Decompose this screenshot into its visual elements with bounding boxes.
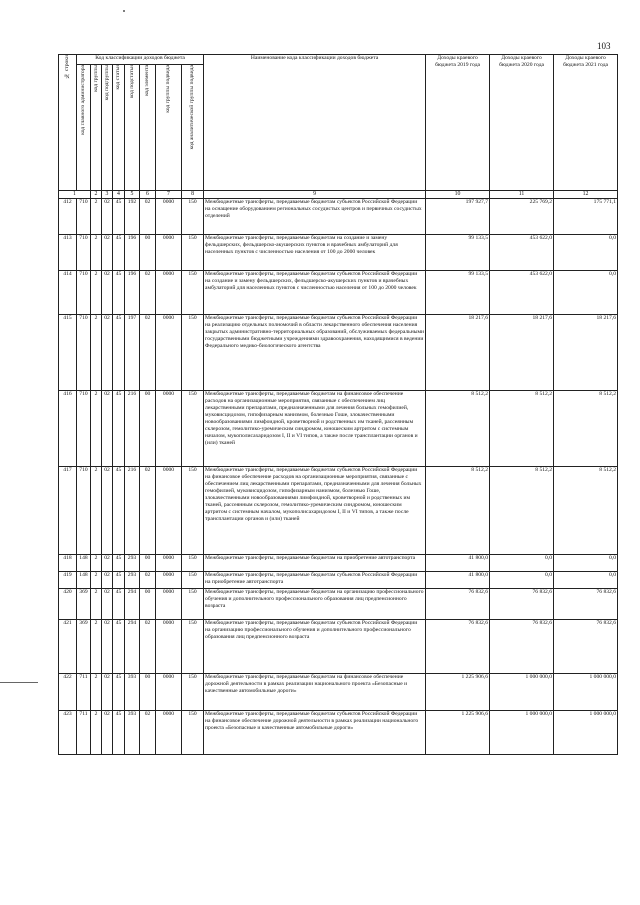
code-cell: 150 <box>182 572 204 589</box>
code-cell: 2 <box>91 589 102 620</box>
code-cell: 710 <box>77 199 91 235</box>
code-cell: 02 <box>140 572 156 589</box>
code-cell: 02 <box>102 467 113 555</box>
code-header: код элемента <box>140 65 156 191</box>
code-cell: 2 <box>91 271 102 315</box>
code-header: код аналитической группы подвида <box>182 65 204 191</box>
code-cell: 710 <box>77 271 91 315</box>
income-2019-cell: 99 133,5 <box>426 235 490 271</box>
column-number: 11 <box>490 191 554 199</box>
name-cell: Межбюджетные трансферты, передаваемые бюджетам субъектов Российской Федерации на оснащение оборудованием региональных сосудистых центров и первичных сосудистых отделений <box>204 199 426 235</box>
code-cell: 02 <box>140 315 156 391</box>
income-2020-cell: 0,0 <box>490 572 554 589</box>
code-cell: 45 <box>113 711 125 755</box>
code-cell: 710 <box>77 391 91 467</box>
income-2019-cell: 41 800,0 <box>426 572 490 589</box>
table-row <box>59 674 618 711</box>
code-cell: 02 <box>102 620 113 674</box>
income-2019-cell: 41 800,0 <box>426 555 490 572</box>
column-number: 12 <box>554 191 618 199</box>
income-2021-cell: 175 771,1 <box>554 199 618 235</box>
code-cell: 00 <box>140 555 156 572</box>
code-cell: 369 <box>77 620 91 674</box>
column-number: 5 <box>125 191 140 199</box>
code-cell: 150 <box>182 199 204 235</box>
income-2020-cell: 1 000 000,0 <box>490 674 554 711</box>
name-cell: Межбюджетные трансферты, передаваемые бюджетам на финансовое обеспечение расходов на организационные мероприятия, связанные с обеспечением лиц лекарственными препаратами, предназначенными для лечения больных гемофилией, муковисцидозом, гипофизарным нанизмом, болезнью Гоше, злокачественными новообразованиями лимфоидной, кроветворной и родственных им тканей, рассеянным склерозом, гемолитико-уремическим синдромом, юношеским артритом с системным началом, мукополисахаридозом I, II и VI типов, а также после трансплантации органов и (или) тканей <box>204 391 426 467</box>
income-2020-cell: 453 622,0 <box>490 271 554 315</box>
name-cell: Межбюджетные трансферты, передаваемые бюджетам на организацию профессионального обучения и дополнительного профессионального образования лиц предпенсионного возраста <box>204 589 426 620</box>
income-2021-cell: 8 512,2 <box>554 391 618 467</box>
code-cell: 711 <box>77 674 91 711</box>
income-2020-cell: 76 832,6 <box>490 620 554 674</box>
income-2019-cell: 76 832,6 <box>426 620 490 674</box>
code-cell: 02 <box>102 711 113 755</box>
code-cell: 00 <box>140 391 156 467</box>
code-cell: 710 <box>77 235 91 271</box>
code-cell: 02 <box>102 589 113 620</box>
table-row <box>59 315 618 391</box>
income-2021-cell: 0,0 <box>554 271 618 315</box>
income-2019-cell: 8 512,2 <box>426 467 490 555</box>
row-number-cell: 419 <box>59 572 77 589</box>
code-header: код группы <box>91 65 102 191</box>
code-cell: 197 <box>125 315 140 391</box>
code-cell: 150 <box>182 711 204 755</box>
page-number: 103 <box>597 41 611 51</box>
code-cell: 196 <box>125 235 140 271</box>
code-cell: 45 <box>113 572 125 589</box>
code-cell: 393 <box>125 674 140 711</box>
code-cell: 45 <box>113 391 125 467</box>
name-cell: Межбюджетные трансферты, передаваемые бюджетам на приобретение автотранспорта <box>204 555 426 572</box>
code-cell: 148 <box>77 555 91 572</box>
income-2021-cell: 1 000 000,0 <box>554 674 618 711</box>
name-cell: Межбюджетные трансферты, передаваемые бюджетам субъектов Российской Федерации на организацию профессионального обучения и дополнительного профессионального образования лиц предпенсионного возраста <box>204 620 426 674</box>
code-cell: 45 <box>113 467 125 555</box>
code-cell: 02 <box>140 199 156 235</box>
code-cell: 45 <box>113 674 125 711</box>
code-cell: 0000 <box>156 711 182 755</box>
code-cell: 02 <box>140 711 156 755</box>
code-cell: 2 <box>91 674 102 711</box>
code-cell: 369 <box>77 589 91 620</box>
code-cell: 45 <box>113 620 125 674</box>
code-cell: 2 <box>91 711 102 755</box>
code-cell: 0000 <box>156 572 182 589</box>
column-number: 3 <box>102 191 113 199</box>
income-2021-cell: 0,0 <box>554 555 618 572</box>
code-cell: 0000 <box>156 315 182 391</box>
code-cell: 150 <box>182 271 204 315</box>
code-cell: 2 <box>91 620 102 674</box>
code-cell: 148 <box>77 572 91 589</box>
code-cell: 2 <box>91 315 102 391</box>
code-cell: 0000 <box>156 589 182 620</box>
code-cell: 45 <box>113 199 125 235</box>
income-2020-cell: 18 217,6 <box>490 315 554 391</box>
name-cell: Межбюджетные трансферты, передаваемые бюджетам на создание и замену фельдшерских, фельдшерско-акушерских пунктов и врачебных амбулаторий для населенных пунктов с численностью населения от 100 до 2000 человек <box>204 235 426 271</box>
code-header: код группы подвида <box>156 65 182 191</box>
code-cell: 00 <box>140 674 156 711</box>
code-header: код главного администратора <box>77 65 91 191</box>
code-cell: 0000 <box>156 620 182 674</box>
code-cell: 150 <box>182 391 204 467</box>
code-cell: 0000 <box>156 235 182 271</box>
income-2019-cell: 1 225 906,6 <box>426 711 490 755</box>
code-cell: 02 <box>140 620 156 674</box>
code-cell: 02 <box>102 391 113 467</box>
income-2021-cell: 8 512,2 <box>554 467 618 555</box>
code-cell: 150 <box>182 235 204 271</box>
classification-group-header: Код классификации доходов бюджета <box>77 55 204 65</box>
income-2021-cell: 1 000 000,0 <box>554 711 618 755</box>
table-row <box>59 589 618 620</box>
row-number-cell: 416 <box>59 391 77 467</box>
column-number: 4 <box>113 191 125 199</box>
income-2019-cell: 197 927,7 <box>426 199 490 235</box>
income-2019-header: Доходы краевого бюджета 2019 года <box>426 55 490 191</box>
income-2021-cell: 0,0 <box>554 235 618 271</box>
code-header: код подгруппы <box>102 65 113 191</box>
code-cell: 02 <box>102 315 113 391</box>
income-2020-cell: 1 000 000,0 <box>490 711 554 755</box>
table-row <box>59 271 618 315</box>
column-number: 6 <box>140 191 156 199</box>
code-cell: 0000 <box>156 199 182 235</box>
name-header: Наименование кода классификации доходов бюджета <box>204 55 426 191</box>
code-cell: 02 <box>102 555 113 572</box>
code-cell: 150 <box>182 467 204 555</box>
code-cell: 294 <box>125 589 140 620</box>
income-2020-cell: 8 512,2 <box>490 467 554 555</box>
table-row <box>59 620 618 674</box>
table-row <box>59 391 618 467</box>
code-cell: 02 <box>102 674 113 711</box>
code-cell: 192 <box>125 199 140 235</box>
code-cell: 45 <box>113 235 125 271</box>
name-cell: Межбюджетные трансферты, передаваемые бюджетам субъектов Российской Федерации на финансовое обеспечение расходов на организационные мероприятия, связанные с обеспечением лиц лекарственными препаратами, предназначенными для лечения больных гемофилией, муковисцидозом, гипофизарным нанизмом, болезнью Гоше, злокачественными новообразованиями лимфоидной, кроветворной и родственных им тканей, рассеянным склерозом, гемолитико-уремическим синдромом, юношеским артритом с системным началом, мукополисахаридозом I, II и VI типов, а также после трансплантации органов и (или) тканей <box>204 467 426 555</box>
code-cell: 294 <box>125 620 140 674</box>
income-2020-cell: 453 622,0 <box>490 235 554 271</box>
column-number: 9 <box>204 191 426 199</box>
income-2020-header: Доходы краевого бюджета 2020 года <box>490 55 554 191</box>
margin-line <box>0 682 38 683</box>
row-number-cell: 421 <box>59 620 77 674</box>
code-cell: 216 <box>125 391 140 467</box>
code-cell: 2 <box>91 235 102 271</box>
row-number-cell: 422 <box>59 674 77 711</box>
code-cell: 45 <box>113 315 125 391</box>
code-cell: 293 <box>125 555 140 572</box>
income-2021-cell: 76 832,6 <box>554 620 618 674</box>
row-number-cell: 414 <box>59 271 77 315</box>
income-2019-cell: 18 217,6 <box>426 315 490 391</box>
code-cell: 150 <box>182 555 204 572</box>
column-number: 7 <box>156 191 182 199</box>
budget-income-table <box>58 54 618 755</box>
table-row <box>59 199 618 235</box>
code-cell: 393 <box>125 711 140 755</box>
income-2021-cell: 76 832,6 <box>554 589 618 620</box>
code-cell: 196 <box>125 271 140 315</box>
code-cell: 00 <box>140 235 156 271</box>
income-2019-cell: 76 832,6 <box>426 589 490 620</box>
name-cell: Межбюджетные трансферты, передаваемые бюджетам субъектов Российской Федерации на финансовое обеспечение дорожной деятельности в рамках реализации национального проекта «Безопасные и качественные автомобильные дороги» <box>204 711 426 755</box>
income-2019-cell: 99 133,5 <box>426 271 490 315</box>
row-number-cell: 415 <box>59 315 77 391</box>
code-cell: 0000 <box>156 271 182 315</box>
code-cell: 02 <box>102 572 113 589</box>
income-2019-cell: 1 225 906,6 <box>426 674 490 711</box>
code-cell: 02 <box>140 467 156 555</box>
code-cell: 216 <box>125 467 140 555</box>
code-cell: 02 <box>102 235 113 271</box>
column-number: 10 <box>426 191 490 199</box>
code-cell: 00 <box>140 589 156 620</box>
column-number: 1 <box>59 191 91 199</box>
income-2021-header: Доходы краевого бюджета 2021 года <box>554 55 618 191</box>
code-cell: 0000 <box>156 467 182 555</box>
code-cell: 150 <box>182 315 204 391</box>
income-2020-cell: 0,0 <box>490 555 554 572</box>
code-cell: 293 <box>125 572 140 589</box>
code-cell: 02 <box>102 199 113 235</box>
table-row <box>59 467 618 555</box>
code-cell: 710 <box>77 467 91 555</box>
code-cell: 0000 <box>156 391 182 467</box>
income-2021-cell: 18 217,6 <box>554 315 618 391</box>
code-cell: 711 <box>77 711 91 755</box>
table-row <box>59 572 618 589</box>
code-cell: 02 <box>102 271 113 315</box>
code-cell: 2 <box>91 572 102 589</box>
code-cell: 2 <box>91 391 102 467</box>
income-2020-cell: 225 769,2 <box>490 199 554 235</box>
code-cell: 45 <box>113 271 125 315</box>
code-cell: 0000 <box>156 555 182 572</box>
code-cell: 45 <box>113 555 125 572</box>
row-number-cell: 418 <box>59 555 77 572</box>
code-cell: 710 <box>77 315 91 391</box>
row-number-cell: 412 <box>59 199 77 235</box>
row-number-cell: 417 <box>59 467 77 555</box>
code-cell: 150 <box>182 589 204 620</box>
table-row <box>59 555 618 572</box>
income-2021-cell: 0,0 <box>554 572 618 589</box>
name-cell: Межбюджетные трансферты, передаваемые бюджетам субъектов Российской Федерации на реализацию отдельных полномочий в области лекарственного обеспечения населения закрытых административно-территориальных образований, обслуживаемых федеральными государственными бюджетными учреждениями здравоохранения, находящимися в ведении Федерального медико-биологического агентства <box>204 315 426 391</box>
code-cell: 0000 <box>156 674 182 711</box>
row-number-cell: 413 <box>59 235 77 271</box>
code-cell: 150 <box>182 674 204 711</box>
code-cell: 02 <box>140 271 156 315</box>
code-header: код подстатьи <box>125 65 140 191</box>
table-row <box>59 711 618 755</box>
row-number-cell: 423 <box>59 711 77 755</box>
income-2019-cell: 8 512,2 <box>426 391 490 467</box>
column-number-row <box>59 191 618 199</box>
row-number-cell: 420 <box>59 589 77 620</box>
name-cell: Межбюджетные трансферты, передаваемые бюджетам на финансовое обеспечение дорожной деятельности в рамках реализации национального проекта «Безопасные и качественные автомобильные дороги» <box>204 674 426 711</box>
code-cell: 2 <box>91 467 102 555</box>
name-cell: Межбюджетные трансферты, передаваемые бюджетам субъектов Российской Федерации на приобретение автотранспорта <box>204 572 426 589</box>
column-number: 8 <box>182 191 204 199</box>
income-2020-cell: 76 832,6 <box>490 589 554 620</box>
code-cell: 45 <box>113 589 125 620</box>
code-cell: 2 <box>91 555 102 572</box>
code-header: код статьи <box>113 65 125 191</box>
table-row <box>59 235 618 271</box>
row-number-header: № строки <box>59 55 77 191</box>
scan-speck <box>123 10 125 12</box>
code-cell: 2 <box>91 199 102 235</box>
name-cell: Межбюджетные трансферты, передаваемые бюджетам субъектов Российской Федерации на создание и замену фельдшерских, фельдшерско-акушерских пунктов и врачебных амбулаторий для населенных пунктов с численностью населения от 100 до 2000 человек <box>204 271 426 315</box>
column-number: 2 <box>91 191 102 199</box>
code-cell: 150 <box>182 620 204 674</box>
income-2020-cell: 8 512,2 <box>490 391 554 467</box>
